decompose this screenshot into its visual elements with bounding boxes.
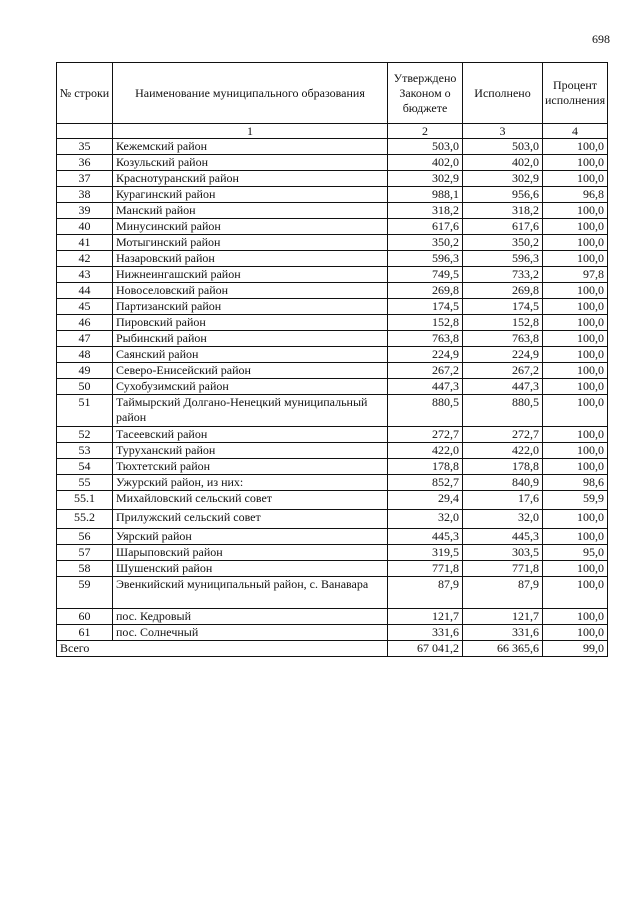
table-row [57,187,608,203]
row-number-cell: 41 [57,235,113,251]
approved-amount-cell: 771,8 [388,561,463,577]
row-number-cell: 58 [57,561,113,577]
total-percent: 99,0 [543,641,608,657]
execution-percent-cell: 100,0 [543,577,608,609]
table-row [57,203,608,219]
table-row [57,395,608,427]
row-number-cell: 44 [57,283,113,299]
row-number-cell: 60 [57,609,113,625]
executed-amount-cell: 880,5 [463,395,543,427]
approved-amount-cell: 87,9 [388,577,463,609]
executed-amount-cell: 733,2 [463,267,543,283]
execution-percent-cell: 100,0 [543,203,608,219]
row-number-cell: 52 [57,427,113,443]
executed-amount-cell: 87,9 [463,577,543,609]
table-row [57,475,608,491]
municipality-name-cell: Назаровский район [113,251,388,267]
row-number-cell: 56 [57,529,113,545]
table-row [57,510,608,529]
municipality-name-cell: Мотыгинский район [113,235,388,251]
executed-amount-cell: 763,8 [463,331,543,347]
table-row [57,139,608,155]
table-row [57,315,608,331]
row-number-cell: 49 [57,363,113,379]
municipality-name-cell: Уярский район [113,529,388,545]
execution-percent-cell: 100,0 [543,379,608,395]
column-index-cell: 3 [463,124,543,139]
execution-percent-cell: 100,0 [543,235,608,251]
total-label: Всего [57,641,388,657]
municipality-name-cell: Минусинский район [113,219,388,235]
table-row [57,561,608,577]
row-number-cell: 45 [57,299,113,315]
executed-amount-cell: 303,5 [463,545,543,561]
execution-percent-cell: 97,8 [543,267,608,283]
table-row [57,443,608,459]
row-number-cell: 43 [57,267,113,283]
approved-amount-cell: 422,0 [388,443,463,459]
approved-amount-cell: 331,6 [388,625,463,641]
municipality-name-cell: Туруханский район [113,443,388,459]
execution-percent-cell: 100,0 [543,139,608,155]
municipality-name-cell: Кежемский район [113,139,388,155]
execution-percent-cell: 100,0 [543,395,608,427]
row-number-cell: 48 [57,347,113,363]
approved-amount-cell: 617,6 [388,219,463,235]
executed-amount-cell: 121,7 [463,609,543,625]
municipality-name-cell: Ужурский район, из них: [113,475,388,491]
execution-percent-cell: 100,0 [543,251,608,267]
execution-percent-cell: 100,0 [543,427,608,443]
approved-amount-cell: 763,8 [388,331,463,347]
executed-amount-cell: 617,6 [463,219,543,235]
table-row [57,363,608,379]
row-number-cell: 47 [57,331,113,347]
table-row [57,625,608,641]
row-number-cell: 42 [57,251,113,267]
table-row [57,379,608,395]
approved-amount-cell: 152,8 [388,315,463,331]
execution-percent-cell: 100,0 [543,283,608,299]
approved-amount-cell: 880,5 [388,395,463,427]
municipality-name-cell: Новоселовский район [113,283,388,299]
approved-amount-cell: 121,7 [388,609,463,625]
row-number-cell: 61 [57,625,113,641]
approved-amount-cell: 749,5 [388,267,463,283]
approved-amount-cell: 988,1 [388,187,463,203]
table-row [57,491,608,510]
executed-amount-cell: 178,8 [463,459,543,475]
approved-amount-cell: 319,5 [388,545,463,561]
column-index-cell: 2 [388,124,463,139]
executed-amount-cell: 447,3 [463,379,543,395]
execution-percent-cell: 100,0 [543,219,608,235]
execution-percent-cell: 95,0 [543,545,608,561]
header-percent: Процент исполнения [543,63,608,124]
municipality-name-cell: Рыбинский район [113,331,388,347]
municipality-name-cell: Сухобузимский район [113,379,388,395]
total-row [57,641,608,657]
total-approved: 67 041,2 [388,641,463,657]
municipality-name-cell: Козульский район [113,155,388,171]
municipality-name-cell: Нижнеингашский район [113,267,388,283]
total-executed: 66 365,6 [463,641,543,657]
executed-amount-cell: 422,0 [463,443,543,459]
row-number-cell: 36 [57,155,113,171]
row-number-cell: 54 [57,459,113,475]
executed-amount-cell: 32,0 [463,510,543,529]
table-row [57,283,608,299]
executed-amount-cell: 224,9 [463,347,543,363]
approved-amount-cell: 503,0 [388,139,463,155]
page-number: 698 [592,32,610,46]
municipality-name-cell: пос. Солнечный [113,625,388,641]
budget-execution-table [56,62,608,657]
approved-amount-cell: 318,2 [388,203,463,219]
executed-amount-cell: 272,7 [463,427,543,443]
municipality-name-cell: Шарыповский район [113,545,388,561]
execution-percent-cell: 100,0 [543,315,608,331]
execution-percent-cell: 100,0 [543,299,608,315]
row-number-cell: 46 [57,315,113,331]
column-index-cell [57,124,113,139]
row-number-cell: 55 [57,475,113,491]
row-number-cell: 37 [57,171,113,187]
execution-percent-cell: 100,0 [543,529,608,545]
execution-percent-cell: 100,0 [543,171,608,187]
municipality-name-cell: Михайловский сельский совет [113,491,388,510]
table-row [57,299,608,315]
municipality-name-cell: пос. Кедровый [113,609,388,625]
approved-amount-cell: 29,4 [388,491,463,510]
table-row [57,529,608,545]
municipality-name-cell: Шушенский район [113,561,388,577]
municipality-name-cell: Манский район [113,203,388,219]
header-executed: Исполнено [463,63,543,124]
table-row [57,155,608,171]
row-number-cell: 50 [57,379,113,395]
table-body [57,139,608,641]
executed-amount-cell: 840,9 [463,475,543,491]
approved-amount-cell: 269,8 [388,283,463,299]
row-number-cell: 51 [57,395,113,427]
execution-percent-cell: 59,9 [543,491,608,510]
executed-amount-cell: 331,6 [463,625,543,641]
table-row [57,251,608,267]
approved-amount-cell: 32,0 [388,510,463,529]
municipality-name-cell: Северо-Енисейский район [113,363,388,379]
execution-percent-cell: 100,0 [543,331,608,347]
executed-amount-cell: 445,3 [463,529,543,545]
approved-amount-cell: 447,3 [388,379,463,395]
table-row [57,171,608,187]
municipality-name-cell: Партизанский район [113,299,388,315]
row-number-cell: 40 [57,219,113,235]
row-number-cell: 53 [57,443,113,459]
municipality-name-cell: Прилужский сельский совет [113,510,388,529]
executed-amount-cell: 402,0 [463,155,543,171]
approved-amount-cell: 178,8 [388,459,463,475]
row-number-cell: 59 [57,577,113,609]
executed-amount-cell: 956,6 [463,187,543,203]
execution-percent-cell: 100,0 [543,609,608,625]
table-row [57,219,608,235]
table-row [57,577,608,609]
table-row [57,609,608,625]
execution-percent-cell: 100,0 [543,459,608,475]
header-row-number: № строки [57,63,113,124]
approved-amount-cell: 174,5 [388,299,463,315]
header-approved: Утверждено Законом о бюджете [388,63,463,124]
executed-amount-cell: 350,2 [463,235,543,251]
municipality-name-cell: Таймырский Долгано-Ненецкий муниципальный район [113,395,388,427]
approved-amount-cell: 267,2 [388,363,463,379]
approved-amount-cell: 302,9 [388,171,463,187]
execution-percent-cell: 98,6 [543,475,608,491]
municipality-name-cell: Пировский район [113,315,388,331]
approved-amount-cell: 596,3 [388,251,463,267]
execution-percent-cell: 100,0 [543,510,608,529]
row-number-cell: 35 [57,139,113,155]
execution-percent-cell: 100,0 [543,155,608,171]
execution-percent-cell: 96,8 [543,187,608,203]
approved-amount-cell: 402,0 [388,155,463,171]
executed-amount-cell: 302,9 [463,171,543,187]
row-number-cell: 57 [57,545,113,561]
municipality-name-cell: Тасеевский район [113,427,388,443]
table-row [57,331,608,347]
executed-amount-cell: 267,2 [463,363,543,379]
executed-amount-cell: 269,8 [463,283,543,299]
column-index-row [57,124,608,139]
approved-amount-cell: 272,7 [388,427,463,443]
executed-amount-cell: 17,6 [463,491,543,510]
executed-amount-cell: 152,8 [463,315,543,331]
header-municipality-name: Наименование муниципального образования [113,63,388,124]
municipality-name-cell: Саянский район [113,347,388,363]
approved-amount-cell: 445,3 [388,529,463,545]
table-row [57,347,608,363]
execution-percent-cell: 100,0 [543,561,608,577]
table-row [57,427,608,443]
municipality-name-cell: Эвенкийский муниципальный район, с. Ванавара [113,577,388,609]
execution-percent-cell: 100,0 [543,625,608,641]
executed-amount-cell: 318,2 [463,203,543,219]
execution-percent-cell: 100,0 [543,443,608,459]
column-index-cell: 1 [113,124,388,139]
table-row [57,235,608,251]
table-header-row [57,63,608,124]
executed-amount-cell: 596,3 [463,251,543,267]
approved-amount-cell: 350,2 [388,235,463,251]
executed-amount-cell: 771,8 [463,561,543,577]
table-row [57,545,608,561]
execution-percent-cell: 100,0 [543,347,608,363]
executed-amount-cell: 174,5 [463,299,543,315]
row-number-cell: 55.2 [57,510,113,529]
municipality-name-cell: Краснотуранский район [113,171,388,187]
column-index-cell: 4 [543,124,608,139]
table-row [57,459,608,475]
municipality-name-cell: Курагинский район [113,187,388,203]
approved-amount-cell: 224,9 [388,347,463,363]
executed-amount-cell: 503,0 [463,139,543,155]
row-number-cell: 38 [57,187,113,203]
row-number-cell: 55.1 [57,491,113,510]
row-number-cell: 39 [57,203,113,219]
municipality-name-cell: Тюхтетский район [113,459,388,475]
approved-amount-cell: 852,7 [388,475,463,491]
table-row [57,267,608,283]
execution-percent-cell: 100,0 [543,363,608,379]
